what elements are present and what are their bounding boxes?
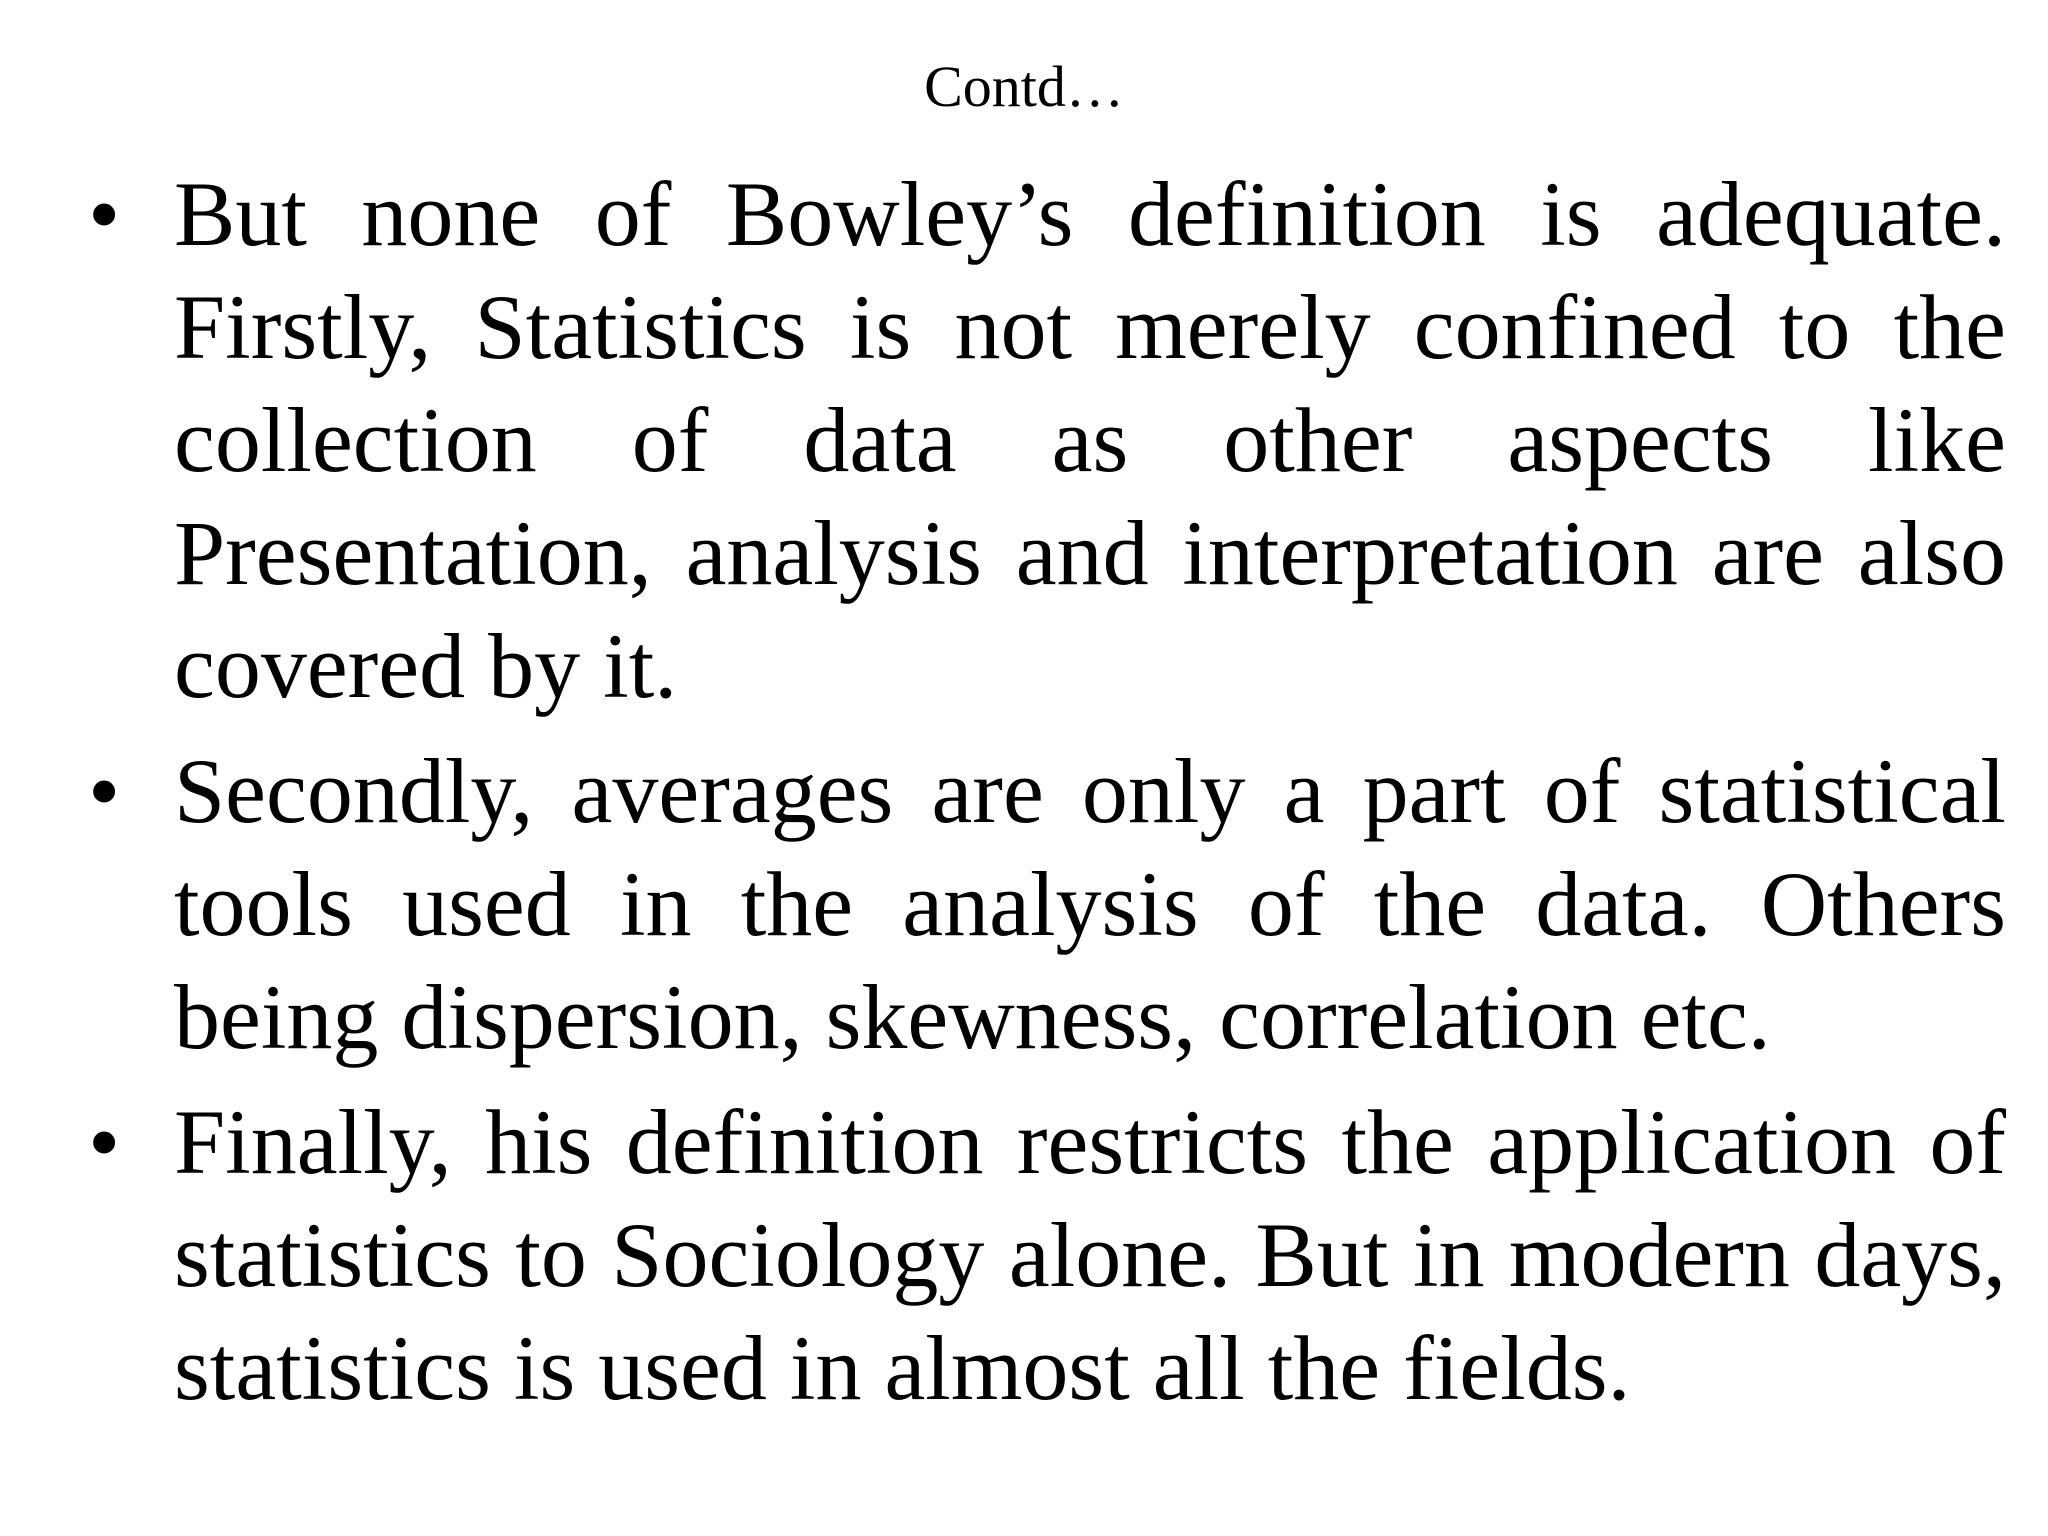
bullet-text: Secondly, averages are only a part of statistical tools used in the analysis of the data. Others being dispersion, skewness, correlation etc. bbox=[174, 740, 2006, 1068]
bullet-marker: • bbox=[88, 1091, 121, 1193]
bullet-item bbox=[88, 158, 2006, 723]
bullet-item bbox=[88, 1086, 2006, 1425]
bullet-item bbox=[88, 735, 2006, 1074]
bullet-text: But none of Bowley’s definition is adequate. Firstly, Statistics is not merely confined to the collection of data as other aspects like Presentation, analysis and interpretation are also covered by it. bbox=[174, 163, 2006, 717]
slide-title: Contd… bbox=[924, 54, 1124, 119]
bullet-marker: • bbox=[88, 163, 121, 265]
bullet-text: Finally, his definition restricts the application of statistics to Sociology alone. But in modern days, statistics is used in almost all the fields. bbox=[174, 1091, 2006, 1419]
bullet-marker: • bbox=[88, 740, 121, 842]
bullet-list bbox=[88, 158, 2006, 1437]
